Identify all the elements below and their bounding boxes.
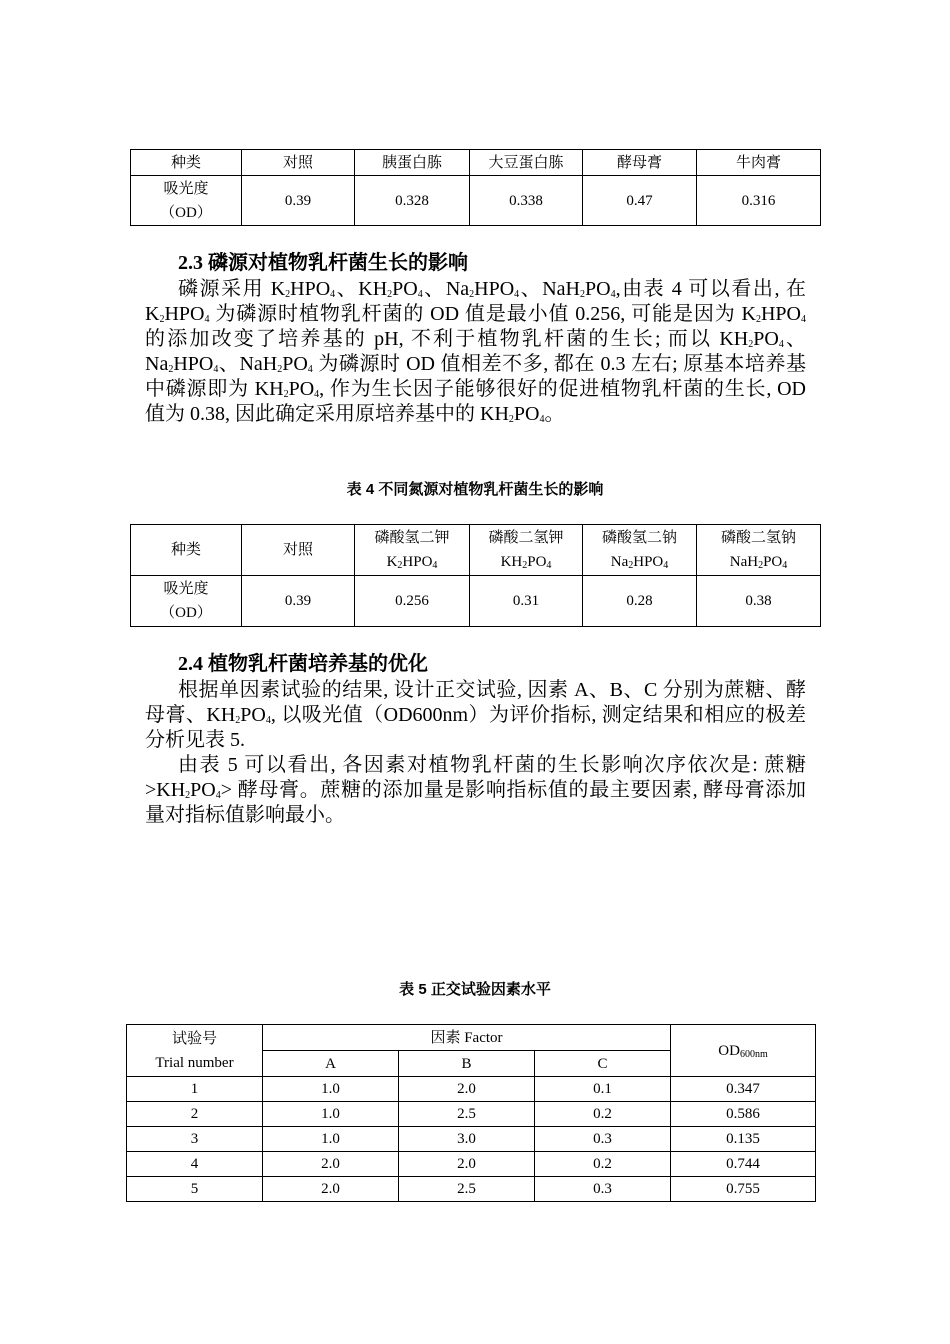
cell: 3.0 [399, 1127, 535, 1152]
cell: 1.0 [263, 1102, 399, 1127]
header-cell [127, 1025, 263, 1077]
table-row [131, 176, 821, 226]
header-cell: 因素 Factor [263, 1025, 671, 1051]
header-cell: 对照 [242, 150, 355, 176]
cell: 1.0 [263, 1127, 399, 1152]
section-paragraph: 磷源采用 $K_2HPO_4$、$KH_2PO_4$、$Na_2HPO_4$、$NaH_2PO_4$,由表 4 可以看出, 在 $K_2HPO_4$ 为磷源时植物乳杆菌的 OD 值是最小值 0.256, 可能是因为 $K_2HPO_4$ 的添加改变了培养基的 pH, 不利于植物乳杆菌的生长; 而以 $KH_2PO_4$、$Na_2HPO_4$、$NaH_2PO_4$ 为磷源时 OD 值相差不多, 都在 0.3 左右; 原基本培养基中磷源即为 $KH_2PO_4$, 作为生长因子能够很好的促进植物乳杆菌的生长, OD 值为 0.38, 因此确定采用原培养基中的 $KH_2PO_4$。 [145, 278, 807, 425]
cell: 0.347 [671, 1077, 816, 1102]
cell: 0.1 [535, 1077, 671, 1102]
compound-formula: $KH_2PO_4$ [500, 554, 552, 571]
table-header-row [127, 1025, 816, 1051]
cell: 5 [127, 1177, 263, 1202]
value-cell: 0.47 [583, 176, 697, 226]
value-cell: 0.328 [355, 176, 470, 226]
header-cell [583, 525, 697, 576]
row-label-cell [131, 176, 242, 226]
table-row [127, 1077, 816, 1102]
value-cell: 0.39 [242, 576, 355, 627]
row-label-cell [131, 576, 242, 627]
table-row [127, 1127, 816, 1152]
cell: 2.0 [399, 1152, 535, 1177]
row-label-line: （OD） [160, 204, 212, 221]
table-row [127, 1102, 816, 1127]
cell: 0.2 [535, 1152, 671, 1177]
cell: 2.5 [399, 1177, 535, 1202]
trial-label-en: Trial number [155, 1054, 234, 1071]
cell: 0.755 [671, 1177, 816, 1202]
cell: 0.3 [535, 1127, 671, 1152]
cell: 2.0 [263, 1152, 399, 1177]
header-cell: 酵母膏 [583, 150, 697, 176]
cell: 0.3 [535, 1177, 671, 1202]
header-cell: A [263, 1051, 399, 1077]
row-label-line: （OD） [160, 605, 212, 621]
row-label-line: 吸光度 [163, 581, 209, 597]
table-caption: 表 4 不同氮源对植物乳杆菌生长的影响 [346, 481, 604, 498]
cell: 2.0 [263, 1177, 399, 1202]
row-label-line: 吸光度 [163, 180, 209, 197]
header-cell [697, 525, 821, 576]
value-cell: 0.28 [583, 576, 697, 627]
compound-name: 磷酸氢二钠 [601, 530, 677, 546]
cell: 2.0 [399, 1077, 535, 1102]
table-row [131, 576, 821, 627]
trial-label-cn: 试验号 [171, 1030, 217, 1047]
header-cell [355, 525, 470, 576]
header-cell: 大豆蛋白胨 [470, 150, 583, 176]
cell: 2 [127, 1102, 263, 1127]
header-cell: 种类 [131, 150, 242, 176]
header-cell: $OD_{600nm}$ [671, 1025, 816, 1077]
section-heading: 2.4 植物乳杆菌培养基的优化 [178, 653, 428, 675]
cell: 0.2 [535, 1102, 671, 1127]
orthogonal-test-table [126, 1024, 816, 1202]
compound-formula: $K_2HPO_4$ [386, 554, 438, 571]
compound-name: 磷酸二氢钾 [488, 530, 564, 546]
cell: 0.135 [671, 1127, 816, 1152]
value-cell: 0.256 [355, 576, 470, 627]
cell: 2.5 [399, 1102, 535, 1127]
section-heading: 2.3 磷源对植物乳杆菌生长的影响 [178, 252, 468, 274]
header-cell: 种类 [131, 525, 242, 576]
compound-name: 磷酸二氢钠 [720, 530, 796, 546]
table-header-row [131, 150, 821, 176]
table-row [127, 1177, 816, 1202]
header-cell: 胰蛋白胨 [355, 150, 470, 176]
header-cell: B [399, 1051, 535, 1077]
value-cell: 0.316 [697, 176, 821, 226]
table-caption: 表 5 正交试验因素水平 [399, 981, 551, 998]
compound-formula: $NaH_2PO_4$ [729, 554, 788, 571]
header-cell: 牛肉膏 [697, 150, 821, 176]
compound-formula: $Na_2HPO_4$ [610, 554, 669, 571]
nitrogen-source-table [130, 149, 821, 226]
compound-name: 磷酸氢二钾 [374, 530, 450, 546]
header-cell: C [535, 1051, 671, 1077]
value-cell: 0.39 [242, 176, 355, 226]
table-row [127, 1152, 816, 1177]
value-cell: 0.38 [697, 576, 821, 627]
header-cell [470, 525, 583, 576]
value-cell: 0.31 [470, 576, 583, 627]
header-cell: 对照 [242, 525, 355, 576]
cell: 3 [127, 1127, 263, 1152]
cell: 0.744 [671, 1152, 816, 1177]
table-header-row [131, 525, 821, 576]
cell: 1 [127, 1077, 263, 1102]
section-paragraph: 由表 5 可以看出, 各因素对植物乳杆菌的生长影响次序依次是: 蔗糖$>KH_2PO_4>$ 酵母膏。蔗糖的添加量是影响指标值的最主要因素, 酵母膏添加量对指标值影响最小。 [145, 754, 806, 826]
cell: 4 [127, 1152, 263, 1177]
cell: 0.586 [671, 1102, 816, 1127]
value-cell: 0.338 [470, 176, 583, 226]
cell: 1.0 [263, 1077, 399, 1102]
phosphorus-source-table [130, 524, 821, 627]
section-paragraph: 根据单因素试验的结果, 设计正交试验, 因素 A、B、C 分别为蔗糖、酵母膏、$KH_2PO_4$, 以吸光值（OD600nm）为评价指标, 测定结果和相应的极差分析见表 5. [145, 679, 806, 751]
